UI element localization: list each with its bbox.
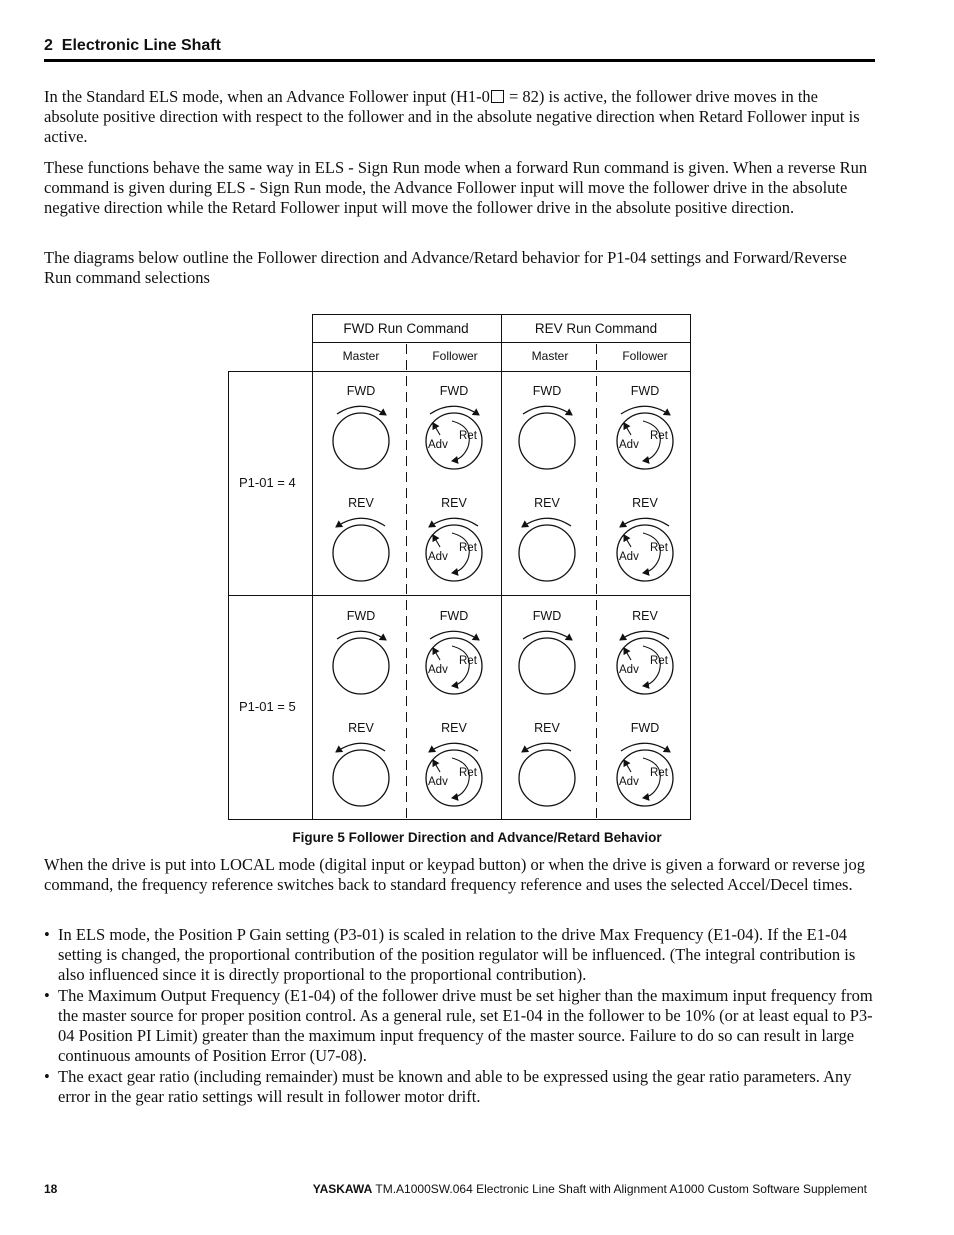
fwd-arrow-icon — [430, 406, 479, 415]
master-header-fwd: Master — [342, 349, 380, 363]
retard-arrow-icon — [624, 648, 631, 660]
motor-circle — [519, 638, 575, 694]
fwd-arrow-icon — [523, 406, 572, 415]
adv-label: Adv — [619, 776, 639, 788]
direction-label: FWD — [630, 721, 660, 735]
figure-caption: Figure 5 Follower Direction and Advance/Retard Behavior — [292, 830, 662, 845]
direction-label: FWD — [346, 609, 376, 623]
ret-label: Ret — [650, 430, 668, 442]
ret-label: Ret — [650, 767, 668, 779]
retard-arrow-icon — [624, 535, 631, 547]
motor-circle — [519, 750, 575, 806]
direction-label: REV — [632, 496, 658, 510]
direction-label: REV — [534, 721, 560, 735]
rev-arrow-icon — [336, 518, 385, 527]
motor-circle — [333, 413, 389, 469]
footer-brand: YASKAWA — [312, 1182, 373, 1196]
motor-circle — [333, 638, 389, 694]
fwd-arrow-icon — [430, 631, 479, 640]
motor-circle — [519, 413, 575, 469]
rev-arrow-icon — [429, 518, 478, 527]
direction-label: REV — [348, 721, 374, 735]
bullet-item: • The exact gear ratio (including remainder) must be known and able to be expressed using the gear ratio parameters. Any error in the gear ratio settings will result in follower motor drift. — [44, 1067, 875, 1107]
adv-label: Adv — [428, 664, 448, 676]
rev-arrow-icon — [620, 518, 669, 527]
ret-label: Ret — [650, 655, 668, 667]
rev-arrow-icon — [522, 743, 571, 752]
bullet-item: • In ELS mode, the Position P Gain setting (P3-01) is scaled in relation to the drive Max Frequency (E1-04). If the E1-04 setting is changed, the proportional contribution of the position regulator will be influenced. (The integral contribution is also influenced since it is directly proportional to the proportional contribution). — [44, 925, 875, 985]
fwd-arrow-icon — [621, 743, 670, 752]
ret-label: Ret — [459, 767, 477, 779]
direction-label: REV — [441, 721, 467, 735]
adv-label: Adv — [428, 439, 448, 451]
direction-label: FWD — [630, 384, 660, 398]
adv-label: Adv — [619, 664, 639, 676]
paragraph-1-end: = 82) is active, the follower drive moves in the absolute positive direction with respect to the follower and in the absolute negative direction when Retard Follower input is active. — [44, 87, 860, 146]
paragraph-3: The diagrams below outline the Follower direction and Advance/Retard behavior for P1-04 settings and Forward/Reverse Run command selections — [44, 248, 847, 287]
bullet-list — [44, 925, 875, 1108]
rev-arrow-icon — [336, 743, 385, 752]
direction-label: REV — [632, 609, 658, 623]
section-number: 2 — [44, 37, 53, 54]
page-number: 18 — [44, 1182, 58, 1196]
follower-header-rev: Follower — [622, 349, 668, 363]
adv-label: Adv — [619, 551, 639, 563]
ret-label: Ret — [650, 542, 668, 554]
adv-label: Adv — [428, 551, 448, 563]
ret-label: Ret — [459, 542, 477, 554]
follower-header-fwd: Follower — [432, 349, 478, 363]
section-title-text: Electronic Line Shaft — [61, 37, 221, 54]
ret-label: Ret — [459, 430, 477, 442]
direction-label: REV — [441, 496, 467, 510]
motor-circle — [333, 525, 389, 581]
retard-arrow-icon — [433, 423, 440, 435]
fwd-run-command-header: FWD Run Command — [343, 321, 469, 336]
direction-label: REV — [534, 496, 560, 510]
direction-label: FWD — [532, 609, 562, 623]
motor-circle — [519, 525, 575, 581]
rev-run-command-header: REV Run Command — [534, 321, 658, 336]
retard-arrow-icon — [624, 423, 631, 435]
paragraph-4: When the drive is put into LOCAL mode (digital input or keypad button) or when the drive is given a forward or reverse jog command, the frequency reference switches back to standard frequency reference and uses the selected Accel/Decel times. — [44, 855, 865, 894]
retard-arrow-icon — [433, 760, 440, 772]
row-label-p1-01-4: P1-01 = 4 — [239, 475, 296, 490]
motor-circle — [333, 750, 389, 806]
bullet-item: • The Maximum Output Frequency (E1-04) of the follower drive must be set higher than the maximum input frequency from the master source for proper position control. As a general rule, set E1-04 in the follower to be 10% (or at least equal to P3-04 Position PI Limit) greater than the maximum input frequency of the master source. Failure to do so can result in large continuous amounts of Position Error (U7-08). — [44, 986, 875, 1066]
footer-doc-title — [313, 1182, 867, 1196]
direction-label: FWD — [439, 384, 469, 398]
footer-doc: TM.A1000SW.064 Electronic Line Shaft with Alignment A1000 Custom Software Supplement — [375, 1182, 867, 1196]
direction-label: FWD — [532, 384, 562, 398]
retard-arrow-icon — [624, 760, 631, 772]
adv-label: Adv — [619, 439, 639, 451]
rev-arrow-icon — [620, 631, 669, 640]
rev-arrow-icon — [522, 518, 571, 527]
fwd-arrow-icon — [523, 631, 572, 640]
direction-label: FWD — [346, 384, 376, 398]
fwd-arrow-icon — [337, 631, 386, 640]
fwd-arrow-icon — [621, 406, 670, 415]
paragraph-2: These functions behave the same way in ELS - Sign Run mode when a forward Run command is given. When a reverse Run command is given during ELS - Sign Run mode, the Advance Follower input will move the follower drive in the absolute negative direction while the Retard Follower input will move the follower drive in the absolute positive direction. — [44, 158, 868, 217]
retard-arrow-icon — [433, 535, 440, 547]
rev-arrow-icon — [429, 743, 478, 752]
row-label-p1-01-5: P1-01 = 5 — [239, 699, 296, 714]
adv-label: Adv — [428, 776, 448, 788]
fwd-arrow-icon — [337, 406, 386, 415]
direction-label: FWD — [439, 609, 469, 623]
paragraph-1-start: In the Standard ELS mode, when an Advance Follower input (H1-0 — [44, 87, 490, 106]
direction-label: REV — [348, 496, 374, 510]
ret-label: Ret — [459, 655, 477, 667]
master-header-rev: Master — [531, 349, 569, 363]
retard-arrow-icon — [433, 648, 440, 660]
